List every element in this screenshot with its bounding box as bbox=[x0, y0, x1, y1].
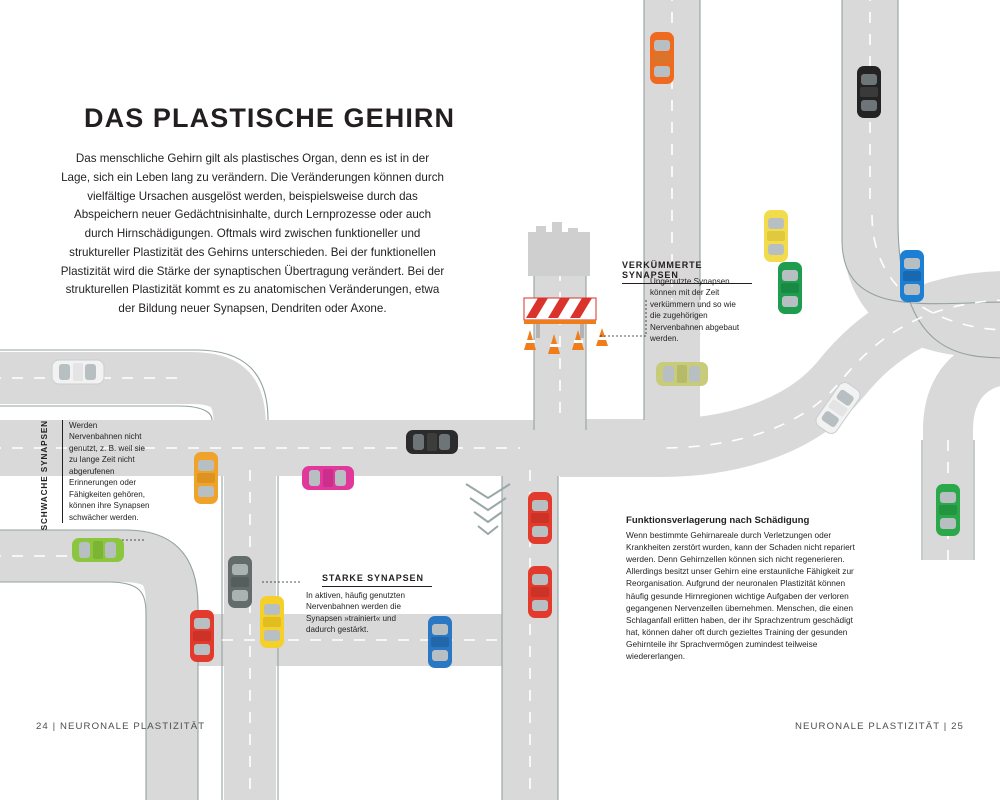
car-white-left bbox=[52, 360, 104, 384]
car-black-mid bbox=[406, 430, 458, 454]
folio-right: NEURONALE PLASTIZITÄT | 25 bbox=[795, 721, 964, 732]
car-red-down bbox=[528, 566, 552, 618]
car-green-right bbox=[778, 262, 802, 314]
buildings bbox=[528, 222, 590, 276]
car-blue-right bbox=[900, 250, 924, 302]
intro-paragraph: Das menschliche Gehirn gilt als plastisches Organ, denn es ist in der Lage, sich ein Leben lang zu verändern. Die Veränderungen können durch vielfältige Ursachen ausgelöst werden, beispielsweise durch das Abspeichern neuer Gedächtnisinhalte, durch Lernprozesse oder auch durch Hirnschädigungen. Oftmals wird zwischen funktioneller und struktureller Plastizität des Gehirns unterschieden. Bei der funktionellen Plastizität wird die Stärke der synaptischen Übertragung verändert. Bei der strukturellen Plastizität kommt es zu anatomischen Veränderungen, etwa der Bildung neuer Synapsen, Dendriten oder Axone. bbox=[60, 152, 445, 316]
car-green-far-right bbox=[936, 484, 960, 536]
car-red-junction bbox=[528, 492, 552, 544]
callout-body-relocation: Wenn bestimmte Gehirnareale durch Verletzungen oder Krankheiten zerstört wurden, kann der Schaden nicht repariert werden. Denn Gehirnzellen können sich nicht regenerieren. Allerdings besitzt unser Gehirn eine erstaunliche Fähigkeit zur Reorganisation. Aufgrund der neuronalen Plastizität können häufig gesunde Hirnregionen wichtige Aufgaben der verloren gegangenen Nervenzellen übernehmen. Menschen, die einen Schlaganfall erlitten haben, der ihr Sprachzentrum geschädigt hat, können daher oft durch gezieltes Training der gesunden Gehirnteile ihr Sprachvermögen zumindest teilweise wiedererlangen. bbox=[626, 530, 855, 662]
car-yellow-right bbox=[764, 210, 788, 262]
callout-title-atrophied-synapses: VERKÜMMERTE SYNAPSEN bbox=[622, 260, 752, 284]
car-grey-left bbox=[228, 556, 252, 608]
car-orange-top bbox=[650, 32, 674, 84]
folio-left: 24 | NEURONALE PLASTIZITÄT bbox=[36, 721, 206, 732]
car-olive-mid bbox=[656, 362, 708, 386]
car-red-bottom bbox=[190, 610, 214, 662]
callout-body-weak-synapses: Werden Nervenbahnen nicht genutzt, z. B. weil sie zu lange Zeit nicht abgerufenen Erinnerungen oder Fähigkeiten gehören, können ihre Synapsen schwächer werden. bbox=[62, 420, 151, 523]
callout-body-strong-synapses: In aktiven, häufig genutzten Nervenbahnen werden die Synapsen »trainiert« und dadurch gestärkt. bbox=[306, 591, 405, 635]
callout-title-strong-synapses: STARKE SYNAPSEN bbox=[322, 573, 432, 587]
car-magenta-mid bbox=[302, 466, 354, 490]
page-title: DAS PLASTISCHE GEHIRN bbox=[84, 103, 456, 133]
car-black-top bbox=[857, 66, 881, 118]
callout-title-relocation: Funktionsverlagerung nach Schädigung bbox=[626, 515, 810, 526]
callout-relocation bbox=[626, 515, 858, 662]
car-yellow-bottom bbox=[260, 596, 284, 648]
car-green-left bbox=[72, 538, 124, 562]
leader-line-atrophied bbox=[600, 300, 646, 336]
callout-title-weak-synapses: SCHWACHE SYNAPSEN bbox=[40, 420, 49, 531]
car-orange-left bbox=[194, 452, 218, 504]
callout-body-atrophied-synapses: Ungenutzte Synapsen können mit der Zeit verkümmern und so wie die zugehörigen Nervenbahnen abgebaut werden. bbox=[650, 277, 740, 344]
car-blue-bottom bbox=[428, 616, 452, 668]
